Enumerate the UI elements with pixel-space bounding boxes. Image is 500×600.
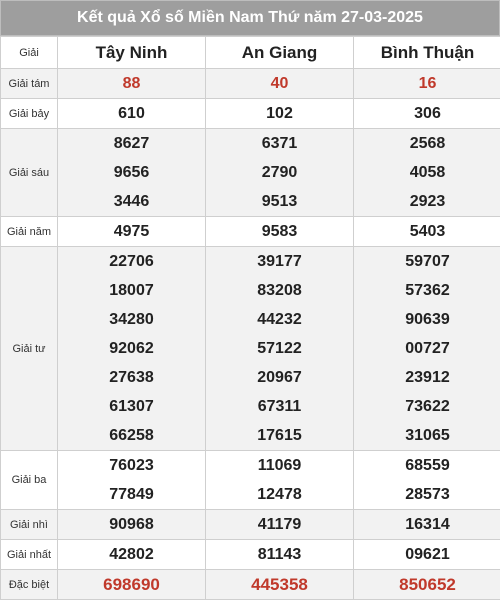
prize-label: Giải ba: [1, 451, 58, 510]
winning-number[interactable]: 67311: [206, 392, 353, 421]
winning-number[interactable]: 57362: [354, 276, 500, 305]
header-row: [1, 37, 500, 69]
prize-cell: [206, 451, 354, 510]
prize-label: Giải sáu: [1, 129, 58, 217]
winning-number[interactable]: 306: [354, 99, 500, 128]
prize-label: Đặc biệt: [1, 570, 58, 600]
winning-number[interactable]: 3446: [58, 187, 205, 216]
prize-label: Giải tám: [1, 69, 58, 99]
prize-cell: [58, 570, 206, 600]
winning-number[interactable]: 57122: [206, 334, 353, 363]
winning-number[interactable]: 18007: [58, 276, 205, 305]
winning-number[interactable]: 5403: [354, 217, 500, 246]
winning-number[interactable]: 11069: [206, 451, 353, 480]
winning-number[interactable]: 22706: [58, 247, 205, 276]
prize-cell: [58, 69, 206, 99]
prize-cell: [354, 510, 500, 540]
prize-cell: [206, 570, 354, 600]
prize-row: [1, 217, 500, 247]
prize-row: [1, 510, 500, 540]
prize-label: Giải nhì: [1, 510, 58, 540]
winning-number[interactable]: 23912: [354, 363, 500, 392]
winning-number[interactable]: 16: [354, 69, 500, 98]
prize-row: [1, 99, 500, 129]
prize-cell: [354, 129, 500, 217]
province-header-tay-ninh[interactable]: Tây Ninh: [58, 37, 206, 69]
winning-number[interactable]: 4975: [58, 217, 205, 246]
prize-row: [1, 247, 500, 451]
winning-number[interactable]: 83208: [206, 276, 353, 305]
winning-number[interactable]: 09621: [354, 540, 500, 569]
winning-number[interactable]: 90639: [354, 305, 500, 334]
prize-row: [1, 570, 500, 600]
winning-number[interactable]: 40: [206, 69, 353, 98]
winning-number[interactable]: 31065: [354, 421, 500, 450]
prize-cell: [58, 451, 206, 510]
winning-number[interactable]: 12478: [206, 480, 353, 509]
prize-cell: [206, 540, 354, 570]
prize-header: Giải: [1, 37, 58, 69]
winning-number[interactable]: 77849: [58, 480, 205, 509]
winning-number[interactable]: 9583: [206, 217, 353, 246]
prize-cell: [354, 217, 500, 247]
prize-cell: [354, 451, 500, 510]
province-header-an-giang[interactable]: An Giang: [206, 37, 354, 69]
winning-number[interactable]: 81143: [206, 540, 353, 569]
prize-cell: [58, 99, 206, 129]
prize-cell: [354, 99, 500, 129]
winning-number[interactable]: 2568: [354, 129, 500, 158]
prize-cell: [206, 217, 354, 247]
winning-number[interactable]: 2923: [354, 187, 500, 216]
prize-cell: [58, 247, 206, 451]
winning-number[interactable]: 27638: [58, 363, 205, 392]
prize-rows: [1, 69, 500, 600]
page-title: Kết quả Xổ số Miền Nam Thứ năm 27-03-2025: [0, 0, 500, 36]
winning-number[interactable]: 00727: [354, 334, 500, 363]
winning-number[interactable]: 850652: [354, 570, 500, 599]
prize-cell: [206, 510, 354, 540]
winning-number[interactable]: 59707: [354, 247, 500, 276]
winning-number[interactable]: 2790: [206, 158, 353, 187]
winning-number[interactable]: 42802: [58, 540, 205, 569]
prize-row: [1, 69, 500, 99]
winning-number[interactable]: 20967: [206, 363, 353, 392]
winning-number[interactable]: 66258: [58, 421, 205, 450]
province-header-binh-thuan[interactable]: Bình Thuận: [354, 37, 500, 69]
winning-number[interactable]: 6371: [206, 129, 353, 158]
prize-cell: [206, 247, 354, 451]
prize-row: [1, 540, 500, 570]
prize-cell: [58, 510, 206, 540]
prize-label: Giải nhất: [1, 540, 58, 570]
winning-number[interactable]: 73622: [354, 392, 500, 421]
winning-number[interactable]: 16314: [354, 510, 500, 539]
winning-number[interactable]: 39177: [206, 247, 353, 276]
prize-cell: [58, 540, 206, 570]
winning-number[interactable]: 34280: [58, 305, 205, 334]
winning-number[interactable]: 92062: [58, 334, 205, 363]
winning-number[interactable]: 9513: [206, 187, 353, 216]
winning-number[interactable]: 102: [206, 99, 353, 128]
prize-cell: [354, 69, 500, 99]
winning-number[interactable]: 76023: [58, 451, 205, 480]
winning-number[interactable]: 4058: [354, 158, 500, 187]
prize-cell: [58, 129, 206, 217]
winning-number[interactable]: 88: [58, 69, 205, 98]
prize-cell: [354, 247, 500, 451]
winning-number[interactable]: 445358: [206, 570, 353, 599]
prize-cell: [206, 69, 354, 99]
winning-number[interactable]: 90968: [58, 510, 205, 539]
prize-row: [1, 129, 500, 217]
winning-number[interactable]: 8627: [58, 129, 205, 158]
prize-cell: [354, 540, 500, 570]
prize-cell: [354, 570, 500, 600]
prize-label: Giải tư: [1, 247, 58, 451]
winning-number[interactable]: 44232: [206, 305, 353, 334]
prize-cell: [206, 99, 354, 129]
results-table: [0, 36, 500, 600]
winning-number[interactable]: 28573: [354, 480, 500, 509]
prize-row: [1, 451, 500, 510]
winning-number[interactable]: 610: [58, 99, 205, 128]
winning-number[interactable]: 17615: [206, 421, 353, 450]
prize-label: Giải bảy: [1, 99, 58, 129]
winning-number[interactable]: 61307: [58, 392, 205, 421]
prize-label: Giải năm: [1, 217, 58, 247]
winning-number[interactable]: 9656: [58, 158, 205, 187]
prize-cell: [206, 129, 354, 217]
winning-number[interactable]: 68559: [354, 451, 500, 480]
winning-number[interactable]: 41179: [206, 510, 353, 539]
prize-cell: [58, 217, 206, 247]
winning-number[interactable]: 698690: [58, 570, 205, 599]
